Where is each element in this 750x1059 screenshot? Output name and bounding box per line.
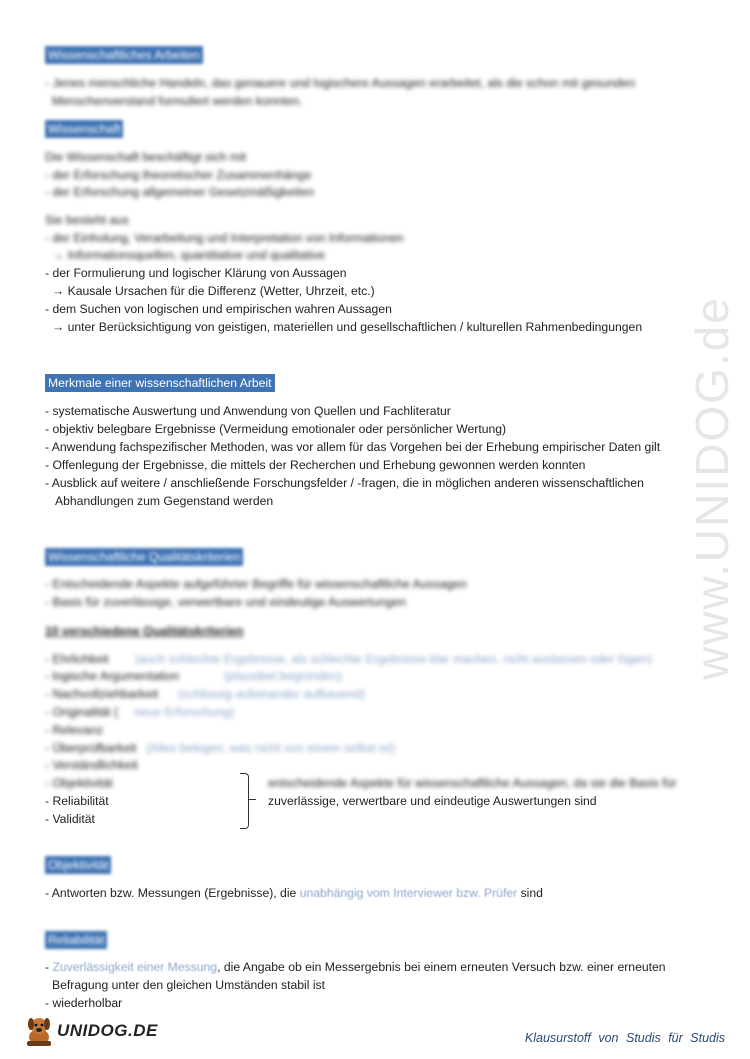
criterion: - Relevanz — [45, 723, 104, 737]
text-line: - der Formulierung und logischer Klärung von Aussagen — [45, 266, 347, 280]
text-line: - der Einholung, Verarbeitung und Interpretation von Informationen — [45, 231, 404, 245]
text-line: → Kausale Ursachen für die Differenz (Wetter, Uhrzeit, etc.) — [52, 284, 375, 298]
heading-wissenschaft: Wissenschaft — [45, 120, 123, 138]
dog-icon — [24, 1015, 54, 1047]
text-part: - Antworten bzw. Messungen (Ergebnisse), die — [45, 886, 300, 900]
heading-reliabilitaet: Reliabilität — [45, 931, 107, 949]
text-line: - Anwendung fachspezifischer Methoden, was vor allem für das Vorgehen bei der Erhebung empirischer Daten gilt — [45, 440, 661, 454]
brace — [240, 773, 249, 829]
criterion: - Verständlichkeit — [45, 758, 138, 772]
unidog-logo — [24, 1014, 158, 1048]
text-line: - Entscheidende Aspekte aufgeführter Begriffe für wissenschaftliche Aussagen — [45, 577, 467, 591]
text-line: - dem Suchen von logischen und empirischen wahren Aussagen — [45, 302, 392, 316]
text-part: , die Angabe ob ein Messergebnis bei einem erneuten Versuch bzw. einer erneuten — [217, 960, 666, 974]
text-line: - Basis für zuverlässige, verwertbare und eindeutige Auswertungen — [45, 595, 407, 609]
footer-tagline: Klausurstoff von Studis für Studis — [524, 1031, 725, 1045]
criterion: - Validität — [45, 812, 95, 826]
text-line: - Jenes menschliche Handeln, das genauere und logischere Aussagen erarbeitet, als die schon mit gesunden — [45, 76, 636, 90]
criterion: - logische Argumentation — [45, 669, 180, 683]
heading-wissenschaftliches-arbeiten: Wissenschaftliches Arbeiten — [45, 46, 203, 64]
text-line: - der Erforschung theoretischer Zusammenhänge — [45, 168, 312, 182]
text-line: - wiederholbar — [45, 996, 123, 1010]
text-line: Sie besteht aus — [45, 213, 130, 227]
highlight-text: unabhängig vom Interviewer bzw. Prüfer — [299, 886, 518, 900]
text-line — [45, 959, 666, 975]
criterion: - Objektivität — [45, 776, 113, 790]
brace-text: zuverlässige, verwertbare und eindeutige Auswertungen sind — [268, 794, 597, 808]
heading-merkmale: Merkmale einer wissenschaftlichen Arbeit — [45, 374, 275, 392]
logo-text: UNIDOG.DE — [57, 1021, 158, 1040]
text-line: Abhandlungen zum Gegenstand werden — [55, 494, 274, 508]
text-line: - Ausblick auf weitere / anschließende Forschungsfelder / -fragen, die in möglichen anderen wissenschaftlichen — [45, 476, 644, 490]
brace-text: entscheidende Aspekte für wissenschaftliche Aussagen, da sie die Basis für — [268, 776, 677, 790]
brace-tick — [248, 799, 256, 800]
text-line — [45, 885, 543, 901]
text-line: Menschenverstand formuliert werden konnten. — [52, 94, 303, 108]
heading-qualitaetskriterien: Wissenschaftliche Qualitätskriterien — [45, 548, 243, 566]
text-part: - — [45, 960, 53, 974]
text-line: - der Erforschung allgemeiner Gesetzmäßigkeiten — [45, 185, 314, 199]
criterion-note: (plausibel begründen) — [224, 669, 342, 683]
text-line: Befragung unter den gleichen Umständen stabil ist — [52, 978, 326, 992]
criterion: - Ehrlichkeit — [45, 652, 109, 666]
subheading: 10 verschiedene Qualitätskriterien — [45, 624, 244, 638]
text-line: → Informationsquellen, quantitative und qualitative — [52, 248, 326, 262]
criterion-note: (Alles belegen, was nicht von einem selbst ist) — [146, 741, 396, 755]
criterion: - Überprüfbarkeit — [45, 741, 137, 755]
criterion: - Reliabilität — [45, 794, 109, 808]
watermark: www.UNIDOG.de — [686, 296, 738, 680]
text-part: sind — [517, 886, 543, 900]
criterion: - Originalität ( — [45, 705, 119, 719]
criterion-note: neue Erforschung) — [134, 705, 235, 719]
criterion: - Nachvollziehbarkeit — [45, 687, 159, 701]
text-line: → unter Berücksichtigung von geistigen, materiellen und gesellschaftlichen / kulturellen Rahmenbedingungen — [52, 320, 643, 334]
heading-objektivitaet: Objektivität — [45, 856, 111, 874]
text-line: - Offenlegung der Ergebnisse, die mittels der Recherchen und Erhebung gewonnen werden konnten — [45, 458, 586, 472]
text-line: - objektiv belegbare Ergebnisse (Vermeidung emotionaler oder persönlicher Wertung) — [45, 422, 507, 436]
criterion-note: (schlüssig aufeinander aufbauend) — [178, 687, 366, 701]
text-line: Die Wissenschaft beschäftigt sich mit — [45, 150, 247, 164]
text-line: - systematische Auswertung und Anwendung von Quellen und Fachliteratur — [45, 404, 451, 418]
highlight-text: Zuverlässigkeit einer Messung — [52, 960, 218, 974]
criterion-note: (auch schlechte Ergebnisse, als schlechte Ergebnisse klar machen, nicht auslassen oder lügen) — [135, 652, 652, 666]
